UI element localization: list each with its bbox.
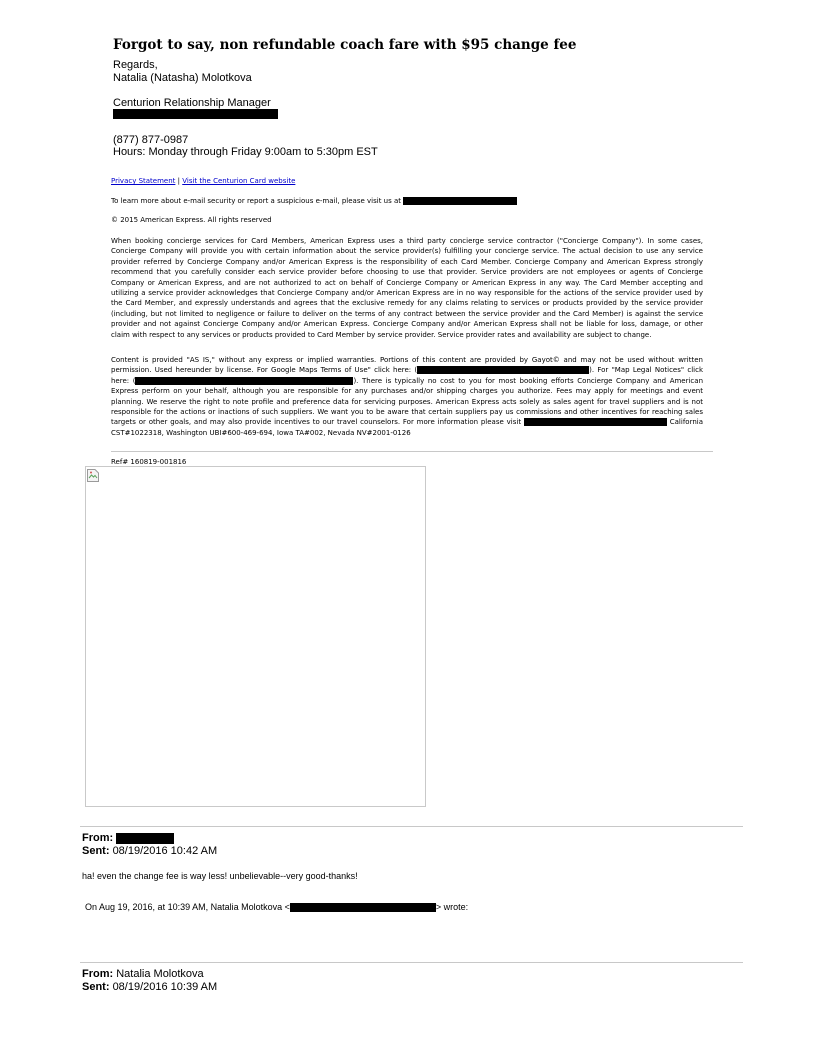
image-placeholder bbox=[85, 466, 426, 807]
from-value: Natalia Molotkova bbox=[116, 968, 204, 980]
signature-hours: Hours: Monday through Friday 9:00am to 5:30pm EST bbox=[113, 146, 378, 158]
centurion-card-website-link[interactable]: Visit the Centurion Card website bbox=[182, 177, 296, 185]
redacted-email bbox=[113, 109, 278, 119]
copyright: © 2015 American Express. All rights reserved bbox=[111, 216, 272, 224]
previous-divider bbox=[80, 962, 743, 963]
content-disclaimer-part-4: California CST#1022318, Washington UBI#600-469-694, Iowa TA#002, Nevada NV#2001-0126 bbox=[111, 418, 703, 437]
redacted-url bbox=[403, 197, 517, 205]
content-disclaimer-part-2: ). For "Map Legal Notices" click here: ( bbox=[111, 366, 703, 385]
sent-label: Sent: bbox=[82, 845, 110, 857]
redacted-sender bbox=[116, 833, 174, 844]
redacted-url bbox=[135, 377, 353, 385]
signature-phone: (877) 877-0987 bbox=[113, 134, 189, 146]
email-subject-heading: Forgot to say, non refundable coach fare with $95 change fee bbox=[113, 37, 577, 53]
security-notice bbox=[111, 196, 517, 206]
previous-from-line bbox=[82, 968, 204, 981]
content-disclaimer-part-1: Content is provided "AS IS," without any express or implied warranties. Portions of this content are provided by Gayot© and may not be used without written permission. Used hereunder by license. For Google Maps Terms of Use" click here: ( bbox=[111, 356, 703, 375]
broken-image-icon bbox=[87, 469, 99, 482]
signature-title: Centurion Relationship Manager bbox=[113, 97, 271, 109]
reply-body: ha! even the change fee is way less! unbelievable--very good-thanks! bbox=[82, 871, 358, 881]
footer-divider bbox=[111, 451, 713, 452]
sent-value: 08/19/2016 10:42 AM bbox=[112, 845, 218, 857]
footer-links bbox=[111, 176, 295, 186]
redacted-url bbox=[417, 366, 589, 374]
from-label: From: bbox=[82, 968, 114, 980]
reply-sent-line bbox=[82, 845, 217, 858]
reply-divider bbox=[80, 826, 743, 827]
redacted-url bbox=[524, 418, 667, 426]
privacy-statement-link[interactable]: Privacy Statement bbox=[111, 177, 176, 185]
quote-prefix: On Aug 19, 2016, at 10:39 AM, Natalia Molotkova < bbox=[85, 902, 290, 912]
signature-regards: Regards, bbox=[113, 59, 158, 71]
from-label: From: bbox=[82, 832, 114, 844]
quote-line bbox=[85, 902, 468, 912]
signature-name: Natalia (Natasha) Molotkova bbox=[113, 72, 252, 84]
content-disclaimer bbox=[111, 355, 703, 438]
reply-from-line bbox=[82, 832, 174, 845]
content-disclaimer-part-3: ). There is typically no cost to you for most booking efforts Concierge Company and American Express perform on your behalf, although you are responsible for any purchases and/or shipping charges you authorize. Fees may apply for meetings and event planning. We reserve the right to note profile and preference data for servicing purposes. American Express acts solely as sales agent for travel suppliers and is not responsible for the actions or inactions of such suppliers. We want you to be aware that certain suppliers pay us commissions and other incentives for reaching sales targets or other goals, and may also provide incentives to our travel counselors. For more information please visit bbox=[111, 376, 704, 427]
quote-suffix: > wrote: bbox=[435, 902, 469, 912]
sent-label: Sent: bbox=[82, 981, 110, 993]
reference-number: Ref# 160819-001816 bbox=[111, 458, 187, 466]
previous-sent-line bbox=[82, 981, 217, 994]
concierge-disclaimer: When booking concierge services for Card Members, American Express uses a third party concierge service contractor ("Concierge Company"). In some cases, Concierge Company will provide you with certain information about the service provider(s) fulfilling your concierge service. The actual decision to use any service provider referred by Concierge Company and/or American Express is the responsibility of each Card Member. Concierge Company and American Express strongly recommend that you carefully consider each service provider before choosing to use that provider. Service providers are not employees or agents of Concierge Company or American Express, and are not authorized to act on behalf of Concierge Company or American Express in any way. The Card Member accepting and utilizing a service provider acknowledges that Concierge Company and/or American Express are in no way responsible for the actions of the service provider used by the Card Member, and expressly understands and agrees that the exclusive remedy for any claims relating to services or products provided by the service provider (including, but not limited to negligence or failure to deliver on the terms of any contract between the service provider and the Card Member) is against the service provider and not against Concierge Company and/or American Express. Concierge Company and/or American Express shall not be liable for loss, damage, or other claim with respect to any services or products provided to Card Member by service provider. Service provider rates and availability are subject to change. bbox=[111, 237, 703, 339]
security-notice-text: To learn more about e-mail security or report a suspicious e-mail, please visit us at bbox=[111, 197, 402, 205]
sent-value: 08/19/2016 10:39 AM bbox=[112, 981, 218, 993]
link-separator: | bbox=[177, 177, 180, 185]
redacted-email bbox=[290, 903, 436, 912]
